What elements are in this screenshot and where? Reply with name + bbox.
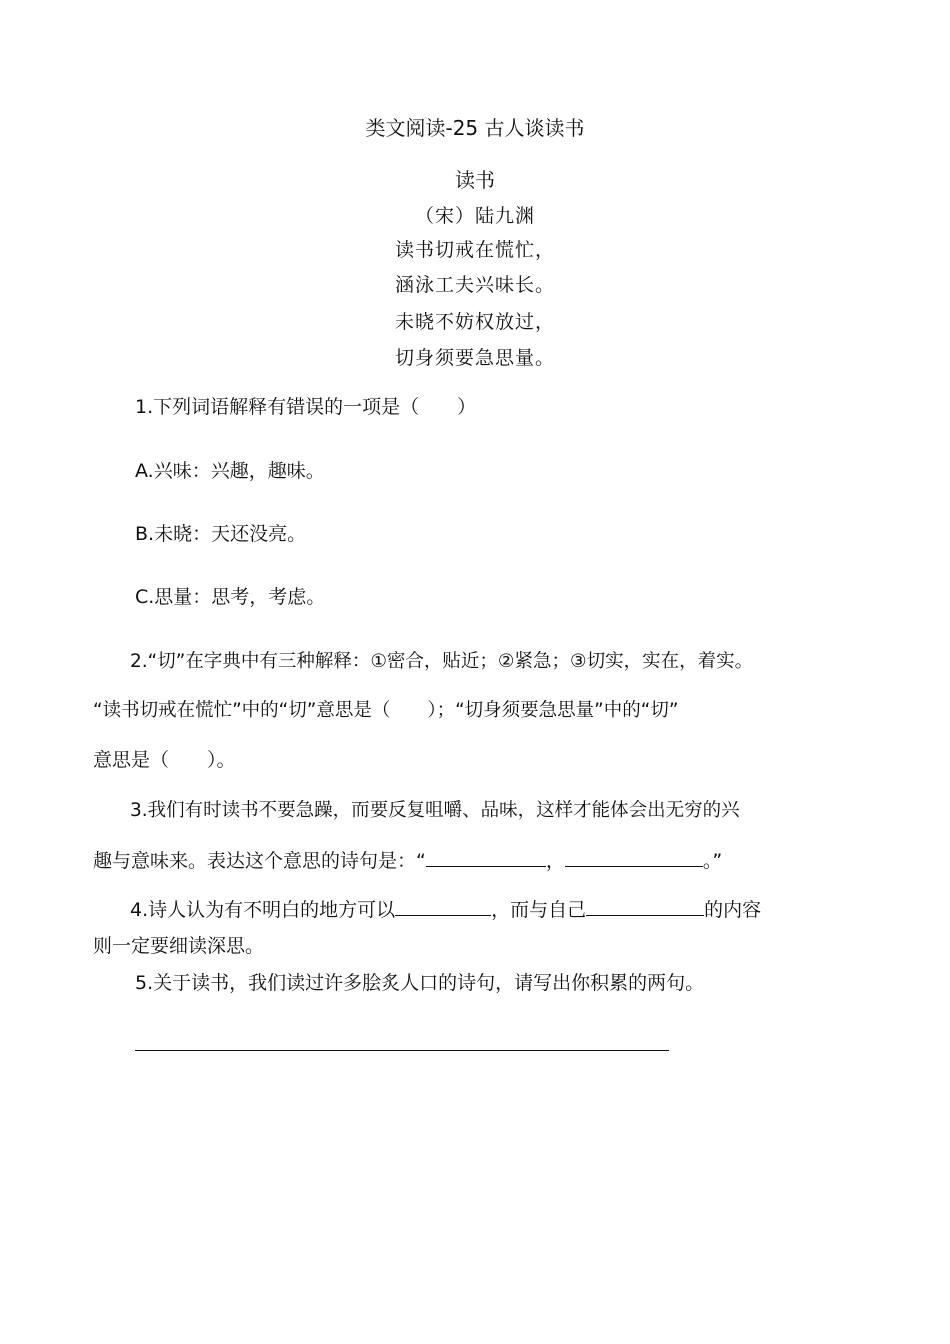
poem-title: 读书 bbox=[455, 168, 495, 192]
question-2-line: “读书切戒在慌忙”中的“切”意思是（ ）；“切身须要急思量”中的“切” bbox=[93, 700, 679, 721]
question-3-prefix: 趣与意味来。表达这个意思的诗句是：“ bbox=[93, 850, 426, 872]
question-4-line-2: 则一定要细读深思。 bbox=[93, 935, 265, 957]
question-2-line: 2.“切”在字典中有三种解释：①密合，贴近；②紧急；③切实，实在，着实。 bbox=[130, 651, 754, 672]
question-4-prefix: 4.诗人认为有不明白的地方可以 bbox=[130, 899, 396, 921]
poem-line: 切身须要急思量。 bbox=[394, 347, 555, 369]
answer-blank[interactable] bbox=[565, 848, 703, 867]
question-2-line: 意思是（ ）。 bbox=[93, 749, 236, 771]
poem-author: （宋）陆九渊 bbox=[414, 205, 535, 227]
question-3-separator: ， bbox=[545, 850, 565, 872]
question-3-line-2 bbox=[93, 846, 722, 873]
question-1-stem: 1.下列词语解释有错误的一项是（ ） bbox=[135, 396, 477, 418]
answer-blank[interactable] bbox=[395, 897, 491, 916]
question-4-middle: ，而与自己 bbox=[491, 899, 587, 921]
answer-line[interactable] bbox=[135, 1050, 669, 1051]
poem-line: 读书切戒在慌忙， bbox=[394, 239, 555, 261]
question-1-option-c: C.思量：思考，考虑。 bbox=[135, 586, 326, 608]
poem-line: 未晓不妨权放过， bbox=[394, 311, 555, 333]
document-title: 类文阅读-25 古人谈读书 bbox=[365, 116, 585, 140]
question-3-suffix: 。” bbox=[702, 850, 723, 872]
question-1-option-a: A.兴味：兴趣，趣味。 bbox=[135, 460, 325, 482]
question-5-stem: 5.关于读书，我们读过许多脍炙人口的诗句，请写出你积累的两句。 bbox=[135, 972, 705, 994]
question-4-line-1 bbox=[130, 895, 761, 922]
answer-blank[interactable] bbox=[426, 848, 546, 867]
answer-blank[interactable] bbox=[586, 897, 704, 916]
question-4-suffix: 的内容 bbox=[704, 899, 762, 921]
question-1-option-b: B.未晓：天还没亮。 bbox=[135, 523, 307, 545]
poem-line: 涵泳工夫兴味长。 bbox=[394, 274, 555, 296]
question-3-line: 3.我们有时读书不要急躁，而要反复咀嚼、品味，这样才能体会出无穷的兴 bbox=[130, 800, 740, 821]
